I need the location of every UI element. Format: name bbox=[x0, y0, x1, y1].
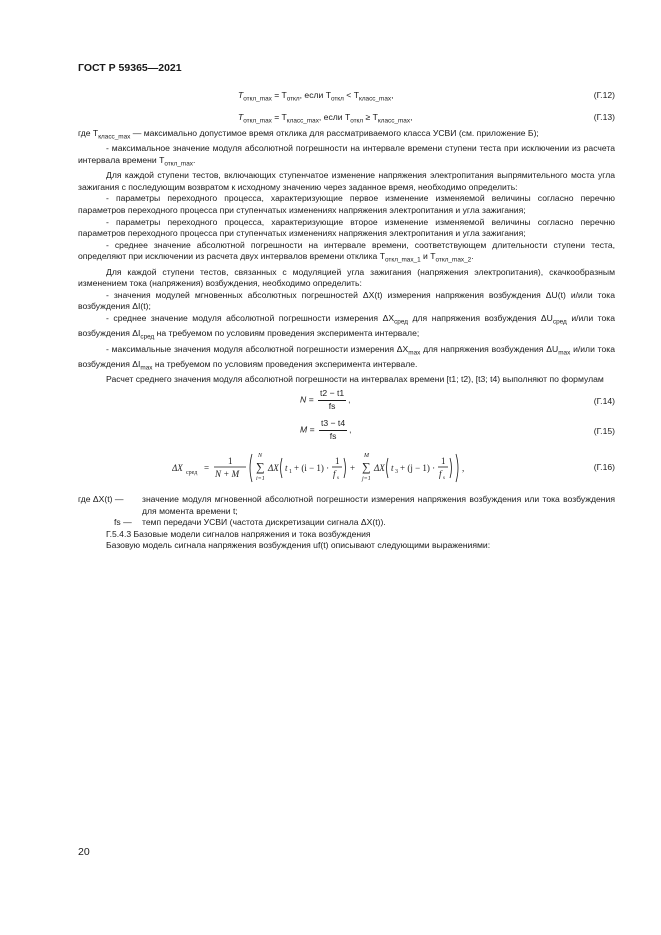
svg-text:,: , bbox=[462, 462, 465, 473]
definition-fs: fs — темп передачи УСВИ (частота дискретизации сигнала ΔX(t)). bbox=[114, 517, 386, 528]
paragraph-where-tclass: где $T_{класс\_max}$ — максимально допустимое время отклика для рассматриваемого класса УСВИ (см. приложение Б); bbox=[78, 128, 539, 141]
equation-g15: M = $\frac{t3 - t4}{fs}$ , (Г.15) bbox=[300, 417, 615, 441]
paragraph-base-model: Базовую модель сигнала напряжения возбуждения uf(t) описывают следующими выражениями: bbox=[106, 540, 491, 551]
svg-text:f: f bbox=[333, 468, 336, 479]
paragraph-mean-error: - среднее значение абсолютной погрешности на интервале времени, соответствующем длительности ступени теста, определяют при исключении из расчета двух интервалов времени отклика $T_{откл\_max\_1}$ и $T_{откл\_max\_2}$. bbox=[78, 239, 615, 265]
equation-g12: $T_{откл\_max} = T_{откл}$, если $T_{откл} < T_{класс\_max}$, (Г.12) bbox=[238, 90, 615, 103]
equation-number: (Г.16) bbox=[593, 461, 615, 472]
svg-text:1: 1 bbox=[441, 455, 446, 466]
svg-text:∑: ∑ bbox=[256, 459, 265, 474]
svg-text:ΔX: ΔX bbox=[374, 462, 385, 473]
definition-delta-x: где ΔX(t) — значение модуля мгновенной абсолютной погрешности измерения напряжения возбуждения или тока возбуждения для момента времени t; bbox=[78, 493, 615, 516]
page-number: 20 bbox=[78, 846, 90, 858]
svg-text:t: t bbox=[391, 462, 394, 473]
svg-text:+: + bbox=[350, 462, 356, 473]
svg-text:ΔX: ΔX bbox=[268, 462, 279, 473]
svg-text:f: f bbox=[439, 468, 442, 479]
paragraph-calc-mean: Расчет среднего значения модуля абсолютной погрешности на интервалах времени [t1; t2), [t3; t4) выполняют по формулам bbox=[106, 374, 604, 385]
svg-text:M: M bbox=[364, 452, 369, 459]
paragraph-mean-abs-error: - среднее значение модуля абсолютной погрешности измерения $\Delta X_{сред}$ для напряжения возбуждения $\Delta U_{сред}$ и/или тока возбуждения $\Delta I_{сред}$ на требуемом по условиям проведения эксперимента интервале; bbox=[78, 313, 615, 342]
paragraph-instant-errors: - значения модулей мгновенных абсолютных погрешностей ΔX(t) измерения напряжения возбуждения ΔU(t) и/или тока возбуждения ΔI(t); bbox=[78, 289, 615, 312]
paragraph-step-tests: Для каждой ступени тестов, включающих ступенчатое изменение напряжения электропитания выпрямительного моста угла зажигания с последующим возвратом к исходному значению через заданное время, необходимо определить: bbox=[78, 170, 615, 192]
section-heading: Г.5.4.3 Базовые модели сигналов напряжения и тока возбуждения bbox=[106, 528, 371, 539]
equation-number: (Г.12) bbox=[593, 90, 615, 100]
paragraph-modulation-tests: Для каждой ступени тестов, связанных с модуляцией угла зажигания (напряжения электропитания), скачкообразным изменением тока (напряжения) возбуждения, необходимо определить: bbox=[78, 266, 615, 289]
svg-text:N + M: N + M bbox=[215, 468, 240, 479]
equation-g16 bbox=[78, 448, 615, 488]
svg-text:сред: сред bbox=[186, 469, 198, 476]
svg-text:+ (j − 1) ·: + (j − 1) · bbox=[400, 462, 436, 473]
svg-text:t: t bbox=[285, 462, 288, 473]
svg-text:i=1: i=1 bbox=[256, 475, 265, 482]
formula-g16-svg bbox=[172, 448, 472, 488]
svg-text:+ (i − 1) ·: + (i − 1) · bbox=[294, 462, 330, 473]
paragraph-max-abs-error: - максимальные значения модуля абсолютной погрешности измерения $\Delta X_{max}$ для напряжения возбуждения $\Delta U_{max}$ и/или тока возбуждения $\Delta I_{max}$ на требуемом по условиям проведения эксперимента интервале. bbox=[78, 343, 615, 372]
equation-number: (Г.13) bbox=[593, 112, 615, 122]
svg-text:j=1: j=1 bbox=[362, 475, 371, 482]
svg-text:N: N bbox=[258, 452, 263, 459]
page-content bbox=[78, 84, 615, 552]
svg-text:=: = bbox=[204, 462, 210, 473]
document-header: ГОСТ Р 59365—2021 bbox=[78, 62, 182, 74]
svg-text:1: 1 bbox=[228, 455, 233, 466]
svg-text:3: 3 bbox=[395, 468, 398, 475]
equation-g13: $T_{откл\_max} = T_{класс\_max}$, если $T_{откл} \ge T_{класс\_max}$, (Г.13) bbox=[238, 112, 615, 125]
paragraph-first-change: - параметры переходного процесса, характеризующие первое изменение изменяемой величины согласно перечню параметров переходного процесса при ступенчатых изменениях напряжения электропитания и угла зажигания; bbox=[78, 193, 615, 215]
paragraph-max-error: - максимальное значение модуля абсолютной погрешности на интервале времени ступени теста при исключении из расчета интервала времени $T_{откл\_max}$. bbox=[78, 143, 615, 168]
svg-text:1: 1 bbox=[335, 455, 340, 466]
svg-text:s: s bbox=[337, 475, 339, 481]
svg-text:1: 1 bbox=[289, 468, 292, 475]
svg-text:s: s bbox=[443, 475, 445, 481]
svg-text:ΔX: ΔX bbox=[172, 462, 183, 473]
svg-text:∑: ∑ bbox=[362, 459, 371, 474]
equation-g14: N = $\frac{t2 - t1}{fs}$ , (Г.14) bbox=[300, 387, 615, 411]
equation-number: (Г.14) bbox=[593, 395, 615, 406]
equation-number: (Г.15) bbox=[593, 425, 615, 436]
paragraph-second-change: - параметры переходного процесса, характеризующие второе изменение изменяемой величины согласно перечню параметров переходного процесса при ступенчатых изменениях напряжения электропитания и угла зажигания; bbox=[78, 216, 615, 239]
